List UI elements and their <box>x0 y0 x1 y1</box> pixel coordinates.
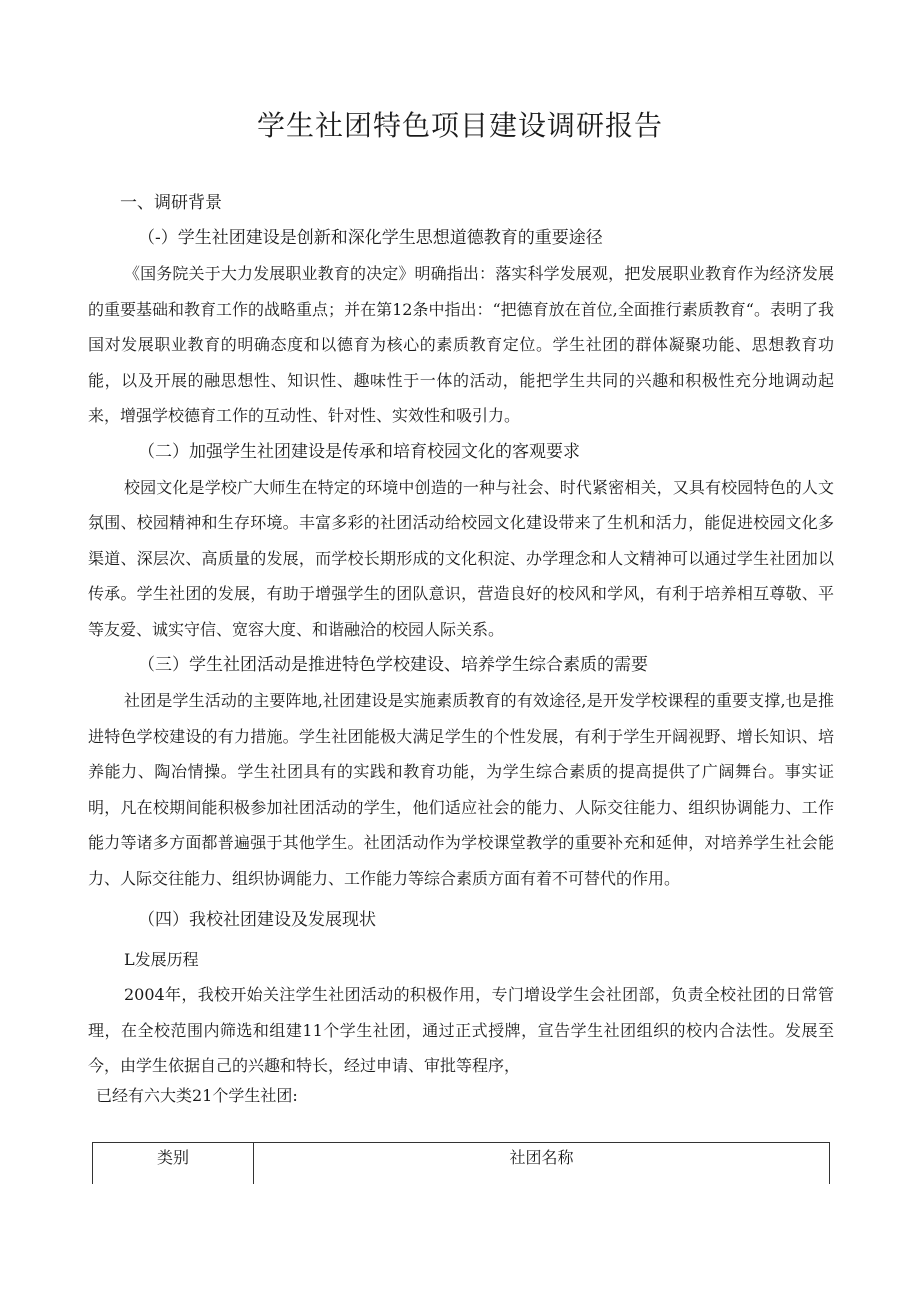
paragraph-1: 《国务院关于大力发展职业教育的决定》明确指出：落实科学发展观，把发展职业教育作为经济发展的重要基础和教育工作的战略重点；并在第12条中指出：“把德育放在首位,全面推行素质教育“。表明了我国对发展职业教育的明确态度和以德育为核心的素质教育定位。学生社团的群体凝聚功能、思想教育功能，以及开展的融思想性、知识性、趣味性于一体的活动，能把学生共同的兴趣和积极性充分地调动起来，增强学校德育工作的互动性、针对性、实效性和吸引力。 <box>88 264 834 425</box>
club-table <box>92 1142 830 1184</box>
list-item-history: L发展历程 <box>124 950 199 969</box>
paragraph-3: 社团是学生活动的主要阵地,社团建设是实施素质教育的有效途径,是开发学校课程的重要支撑,也是推进特色学校建设的有力措施。学生社团能极大满足学生的个性发展，有利于学生开阔视野、增长知识、培养能力、陶冶情操。学生社团具有的实践和教育功能，为学生综合素质的提高提供了广阔舞台。事实证明，凡在校期间能积极参加社团活动的学生，他们适应社会的能力、人际交往能力、组织协调能力、工作能力等诸多方面都普遍强于其他学生。社团活动作为学校课堂教学的重要补充和延伸，对培养学生社会能力、人际交往能力、组织协调能力、工作能力等综合素质方面有着不可替代的作用。 <box>88 691 834 888</box>
table-intro: 已经有六大类21个学生社团: <box>96 1085 298 1105</box>
subsection-heading-2: （二）加强学生社团建设是传承和培育校园文化的客观要求 <box>138 441 580 462</box>
section-heading-background: 一、调研背景 <box>120 193 222 213</box>
subsection-heading-4: （四）我校社团建设及发展现状 <box>138 910 376 930</box>
subsection-heading-3: （三）学生社团活动是推进特色学校建设、培养学生综合素质的需要 <box>138 655 648 675</box>
paragraph-4: 2004年，我校开始关注学生社团活动的积极作用，专门增设学生会社团部，负责全校社团的日常管理，在全校范围内筛选和组建11个学生社团，通过正式授牌，宣告学生社团组织的校内合法性。发展至今，由学生依据自己的兴趣和特长，经过申请、审批等程序， <box>88 985 834 1075</box>
subsection-heading-1: （-）学生社团建设是创新和深化学生思想道德教育的重要途径 <box>138 228 603 248</box>
document-body <box>88 188 834 1108</box>
table-header-row <box>93 1143 830 1185</box>
paragraph-2: 校园文化是学校广大师生在特定的环境中创造的一种与社会、时代紧密相关，又具有校园特色的人文氛围、校园精神和生存环境。丰富多彩的社团活动给校园文化建设带来了生机和活力，能促进校园文化多渠道、深层次、高质量的发展，而学校长期形成的文化积淀、办学理念和人文精神可以通过学生社团加以传承。学生社团的发展，有助于增强学生的团队意识，营造良好的校风和学风，有利于培养相互尊敬、平等友爱、诚实守信、宽容大度、和谐融洽的校园人际关系。 <box>88 477 834 639</box>
header-club-name: 社团名称 <box>254 1143 830 1185</box>
header-category: 类别 <box>93 1143 254 1185</box>
document-title: 学生社团特色项目建设调研报告 <box>256 109 663 142</box>
